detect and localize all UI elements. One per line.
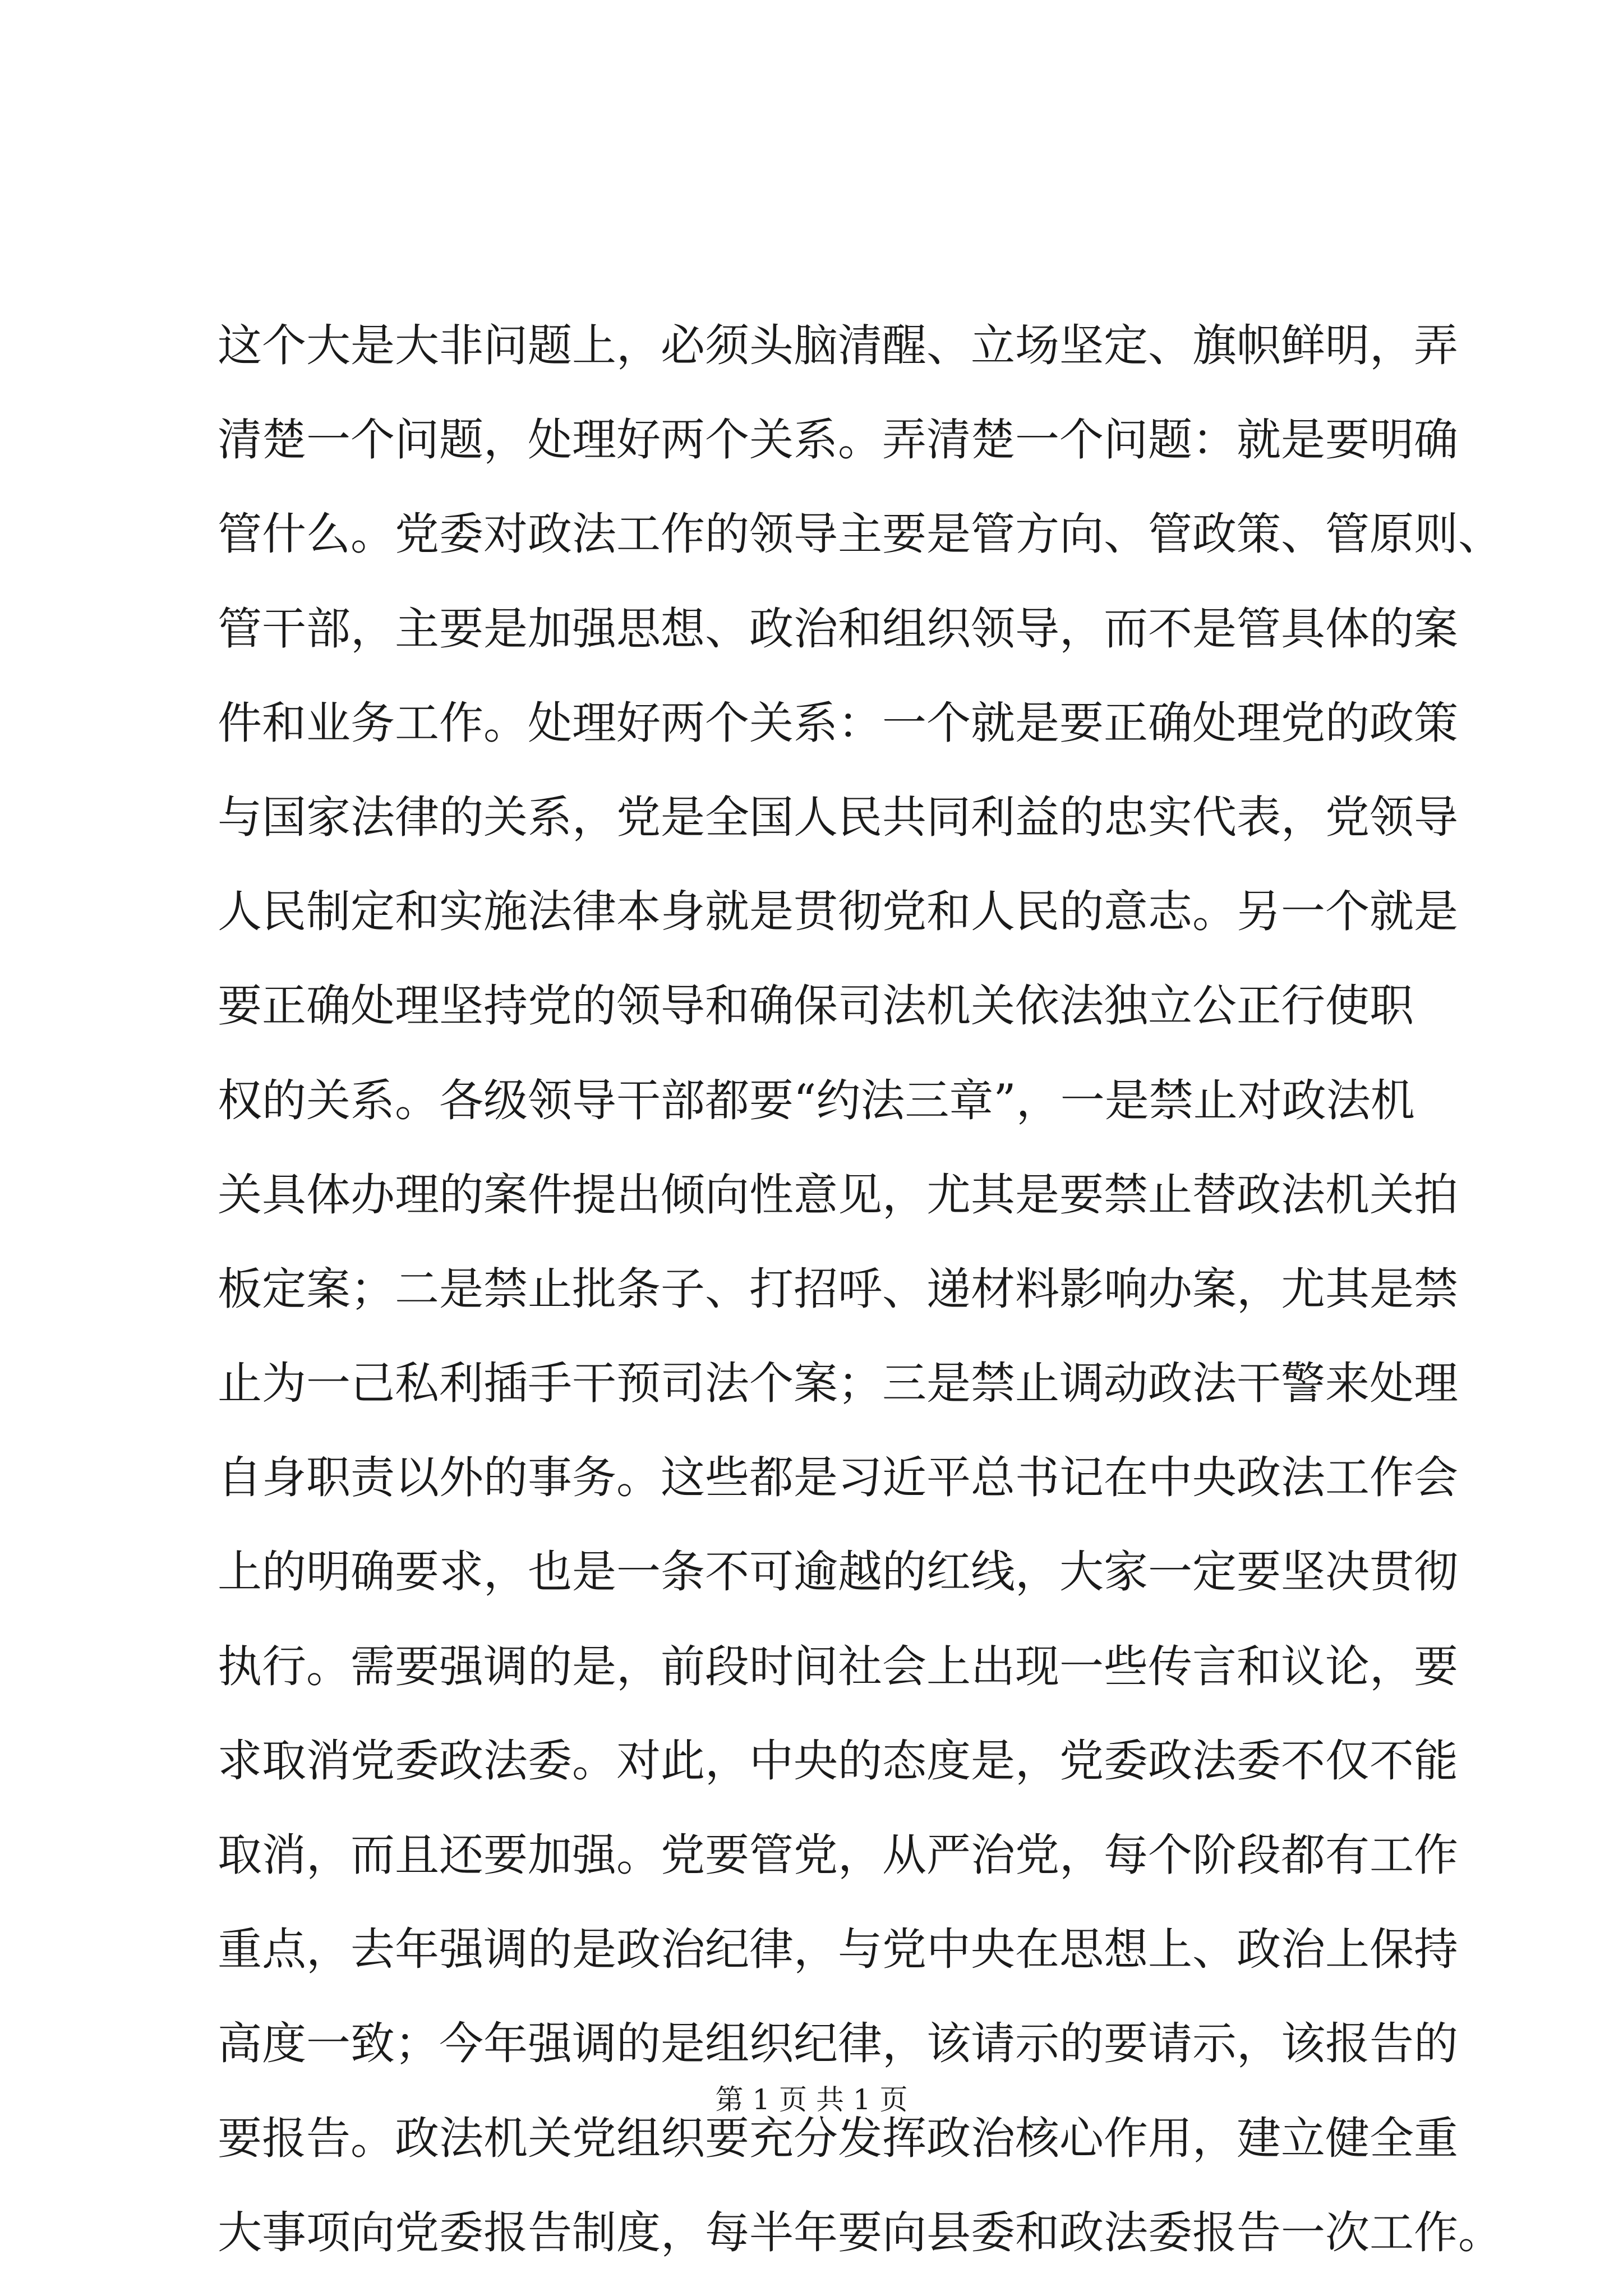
text-line: 管干部，主要是加强思想、政治和组织领导，而不是管具体的案 <box>218 602 1458 655</box>
text-line: 上的明确要求，也是一条不可逾越的红线，大家一定要坚决贯彻 <box>218 1546 1458 1598</box>
text-line: 取消，而且还要加强。党要管党，从严治党，每个阶段都有工作 <box>218 1829 1458 1881</box>
text-line: 管什么。党委对政法工作的领导主要是管方向、管政策、管原则、 <box>218 508 1502 560</box>
text-line: 求取消党委政法委。对此，中央的态度是，党委政法委不仅不能 <box>218 1734 1458 1787</box>
text-line: 人民制定和实施法律本身就是贯彻党和人民的意志。另一个就是 <box>218 886 1458 938</box>
text-line: 执行。需要强调的是，前段时间社会上出现一些传言和议论，要 <box>218 1640 1458 1692</box>
text-line: 高度一致；今年强调的是组织纪律，该请示的要请示，该报告的 <box>218 2018 1458 2070</box>
text-line: 这个大是大非问题上，必须头脑清醒、立场坚定、旗帜鲜明，弄 <box>218 320 1458 371</box>
text-line: 止为一己私利插手干预司法个案；三是禁止调动政法干警来处理 <box>218 1358 1458 1410</box>
body-text <box>218 298 1623 2280</box>
text-line: 要报告。政法机关党组织要充分发挥政治核心作用，建立健全重 <box>218 2112 1458 2164</box>
page-number-footer: 第 1 页 共 1 页 <box>715 2083 908 2116</box>
text-line: 重点，去年强调的是政治纪律，与党中央在思想上、政治上保持 <box>218 1924 1458 1976</box>
text-line: 大事项向党委报告制度，每半年要向县委和政法委报告一次工作。 <box>218 2206 1502 2258</box>
text-line: 件和业务工作。处理好两个关系：一个就是要正确处理党的政策 <box>218 697 1458 749</box>
text-line: 与国家法律的关系，党是全国人民共同利益的忠实代表，党领导 <box>218 791 1458 843</box>
text-line: 要正确处理坚持党的领导和确保司法机关依法独立公正行使职 <box>218 980 1414 1032</box>
text-line: 关具体办理的案件提出倾向性意见，尤其是要禁止替政法机关拍 <box>218 1168 1458 1221</box>
text-line: 自身职责以外的事务。这些都是习近平总书记在中央政法工作会 <box>218 1452 1458 1504</box>
text-line: 权的关系。各级领导干部都要“约法三章”，一是禁止对政法机 <box>218 1074 1415 1126</box>
text-line: 板定案；二是禁止批条子、打招呼、递材料影响办案，尤其是禁 <box>218 1263 1458 1315</box>
text-line: 清楚一个问题，处理好两个关系。弄清楚一个问题：就是要明确 <box>218 414 1458 466</box>
